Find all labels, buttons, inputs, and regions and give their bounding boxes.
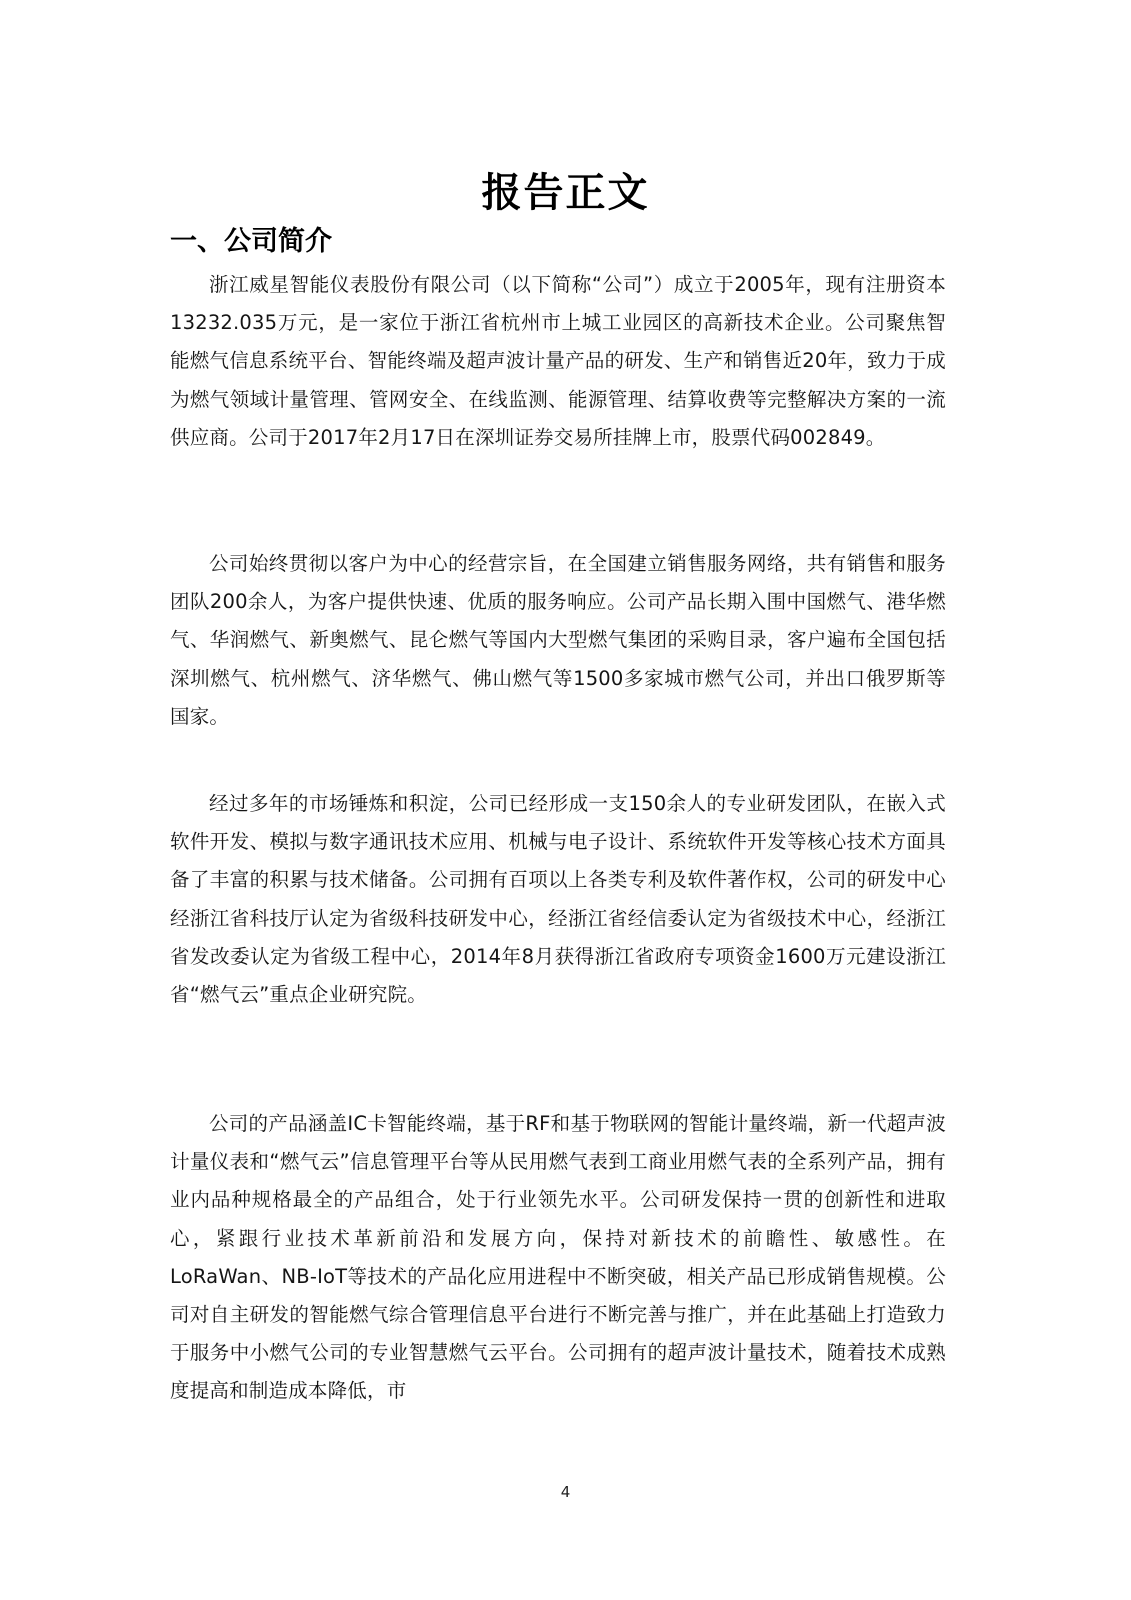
paragraph-company-overview: 浙江威星智能仪表股份有限公司（以下简称“公司”）成立于2005年，现有注册资本13232.035万元，是一家位于浙江省杭州市上城工业园区的高新技术企业。公司聚焦智能燃气信息系统平台、智能终端及超声波计量产品的研发、生产和销售近20年，致力于成为燃气领域计量管理、管网安全、在线监测、能源管理、结算收费等完整解决方案的一流供应商。公司于2017年2月17日在深圳证券交易所挂牌上市，股票代码002849。	[170, 273, 946, 449]
paragraph-rd-team: 经过多年的市场锤炼和积淀，公司已经形成一支150余人的专业研发团队，在嵌入式软件开发、模拟与数字通讯技术应用、机械与电子设计、系统软件开发等核心技术方面具备了丰富的积累与技术储备。公司拥有百项以上各类专利及软件著作权，公司的研发中心经浙江省科技厅认定为省级科技研发中心，经浙江省经信委认定为省级技术中心，经浙江省发改委认定为省级工程中心，2014年8月获得浙江省政府专项资金1600万元建设浙江省“燃气云”重点企业研究院。	[170, 792, 946, 1007]
paragraph-products: 公司的产品涵盖IC卡智能终端，基于RF和基于物联网的智能计量终端，新一代超声波计量仪表和“燃气云”信息管理平台等从民用燃气表到工商业用燃气表的全系列产品，拥有业内品种规格最全的产品组合，处于行业领先水平。公司研发保持一贯的创新性和进取心，紧跟行业技术革新前沿和发展方向，保持对新技术的前瞻性、敏感性。在LoRaWan、NB-IoT等技术的产品化应用进程中不断突破，相关产品已形成销售规模。公司对自主研发的智能燃气综合管理信息平台进行不断完善与推广，并在此基础上打造致力于服务中小燃气公司的专业智慧燃气云平台。公司拥有的超声波计量技术，随着技术成熟度提高和制造成本降低，市	[170, 1112, 946, 1403]
page-title: 报告正文	[481, 169, 650, 216]
section-heading: 一、公司简介	[170, 226, 332, 258]
page-number: 4	[560, 1483, 571, 1501]
paragraph-customer-network: 公司始终贯彻以客户为中心的经营宗旨，在全国建立销售服务网络，共有销售和服务团队200余人，为客户提供快速、优质的服务响应。公司产品长期入围中国燃气、港华燃气、华润燃气、新奥燃气、昆仑燃气等国内大型燃气集团的采购目录，客户遍布全国包括深圳燃气、杭州燃气、济华燃气、佛山燃气等1500多家城市燃气公司，并出口俄罗斯等国家。	[170, 552, 946, 728]
